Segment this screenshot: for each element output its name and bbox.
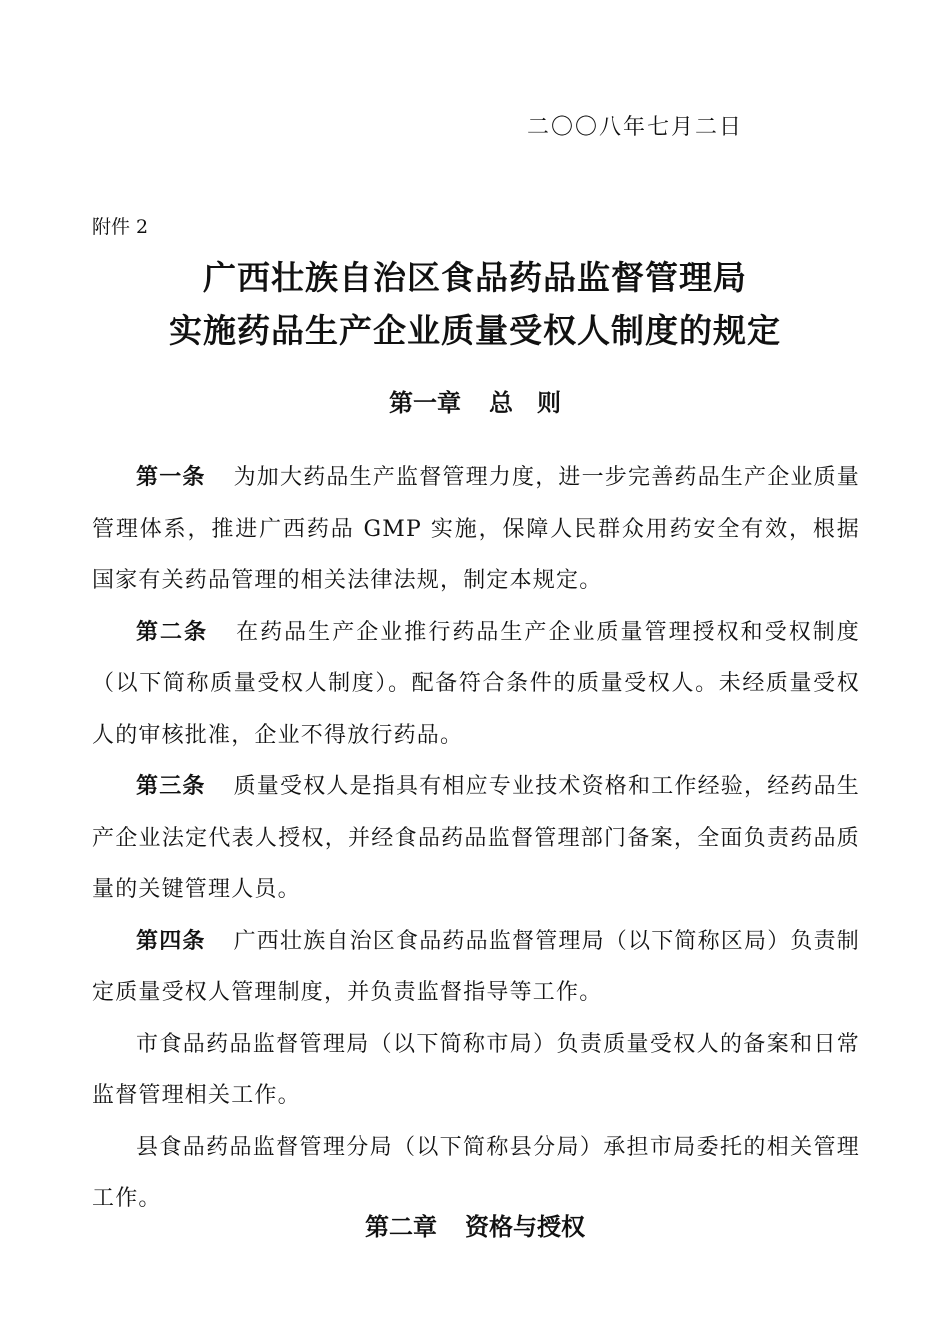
document-body	[92, 452, 860, 1225]
article-1-label: 第一条	[136, 465, 206, 490]
article-3-label: 第三条	[136, 774, 206, 799]
article-2	[92, 607, 860, 762]
document-title-line-1: 广西壮族自治区食品药品监督管理局	[203, 258, 747, 297]
article-2-label: 第二条	[136, 619, 209, 645]
attachment-label: 附件 2	[92, 216, 149, 238]
chapter-2-heading	[0, 1207, 950, 1242]
article-1-text: 为加大药品生产监督管理力度，进一步完善药品生产企业质量管理体系，推进广西药品 GMP 实施，保障人民群众用药安全有效，根据国家有关药品管理的相关法律法规，制定本规定。	[92, 465, 861, 593]
document-title-line-2: 实施药品生产企业质量受权人制度的规定	[169, 311, 781, 350]
article-4	[92, 916, 860, 1019]
chapter-2-number: 第二章	[365, 1213, 437, 1241]
article-4-label: 第四条	[136, 928, 206, 954]
article-1	[92, 452, 860, 607]
article-3-text: 质量受权人是指具有相应专业技术资格和工作经验，经药品生产企业法定代表人授权，并经食品药品监督管理部门备案，全面负责药品质量的关键管理人员。	[92, 774, 861, 902]
article-4-text: 广西壮族自治区食品药品监督管理局（以下简称区局）负责制定质量受权人管理制度，并负责监督指导等工作。	[92, 928, 861, 1005]
document-date: 二〇〇八年七月二日	[527, 115, 744, 140]
article-2-text: 在药品生产企业推行药品生产企业质量管理授权和受权制度（以下简称质量受权人制度）。配备符合条件的质量受权人。未经质量受权人的审核批准，企业不得放行药品。	[92, 619, 860, 748]
chapter-1-number: 第一章	[389, 389, 461, 417]
article-3	[92, 761, 860, 916]
chapter-1-heading	[0, 383, 950, 418]
paragraph-county-bureau: 县食品药品监督管理分局（以下简称县分局）承担市局委托的相关管理工作。	[92, 1134, 860, 1211]
chapter-2-name: 资格与授权	[465, 1213, 585, 1241]
chapter-1-name: 总 则	[489, 389, 561, 417]
paragraph-city-bureau: 市食品药品监督管理局（以下简称市局）负责质量受权人的备案和日常监督管理相关工作。	[92, 1031, 860, 1108]
